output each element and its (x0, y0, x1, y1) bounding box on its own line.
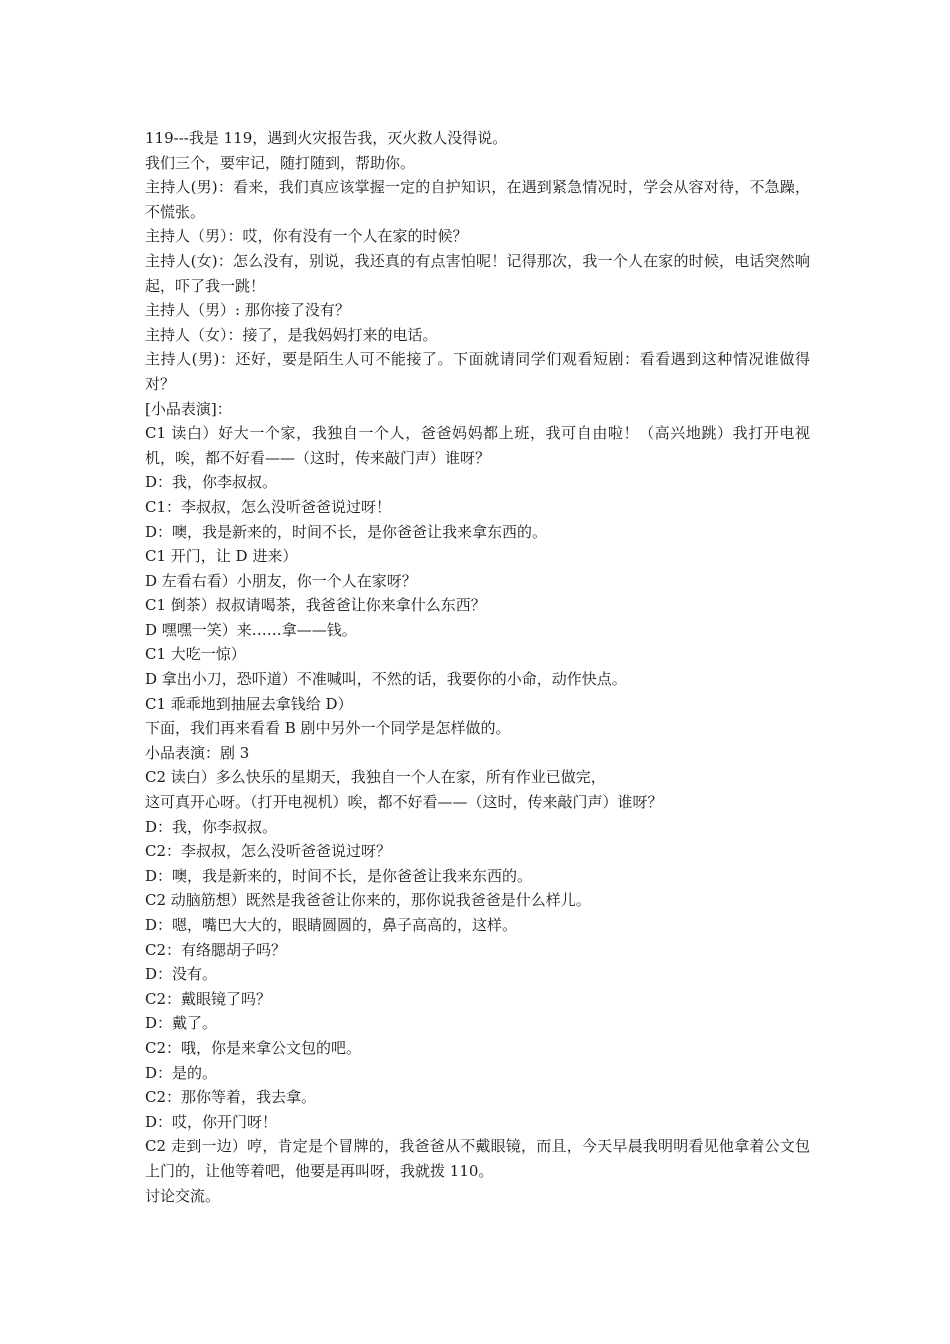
text-line: 119---我是 119，遇到火灾报告我，灭火救人没得说。 (145, 129, 508, 147)
text-line: 我们三个，要牢记，随打随到，帮助你。 (145, 153, 416, 172)
text-line: 主持人（男）：哎，你有没有一个人在家的时候？ (145, 227, 468, 246)
text-line: 这可真开心呀。（打开电视机）唉，都不好看——（这时，传来敲门声）谁呀？ (145, 793, 663, 812)
text-line: 讨论交流。 (145, 1186, 221, 1205)
text-line: D：没有。 (145, 965, 218, 984)
text-line: D：噢，我是新来的，时间不长，是你爸爸让我来拿东西的。 (145, 522, 548, 541)
text-line: 主持人(女)：怎么没有，别说，我还真的有点害怕呢！记得那次，我一个人在家的时候，电话突然响起，吓了我一跳！ (145, 251, 810, 295)
text-line: C2：那你等着，我去拿。 (145, 1088, 317, 1107)
text-line: 下面，我们再来看看 B 剧中另外一个同学是怎样做的。 (145, 719, 511, 738)
text-line: D：是的。 (145, 1063, 218, 1082)
text-line: C2 动脑筋想）既然是我爸爸让你来的，那你说我爸爸是什么样儿。 (145, 891, 591, 910)
text-line: D：我，你李叔叔。 (145, 473, 278, 492)
text-line: C1 开门，让 D 进来） (145, 547, 298, 566)
text-line: D 拿出小刀，恐吓道）不准喊叫，不然的话，我要你的小命，动作快点。 (145, 670, 627, 689)
text-line: 小品表演：剧 3 (145, 743, 250, 762)
text-line: D：戴了。 (145, 1014, 218, 1033)
text-line: D：嗯，嘴巴大大的，眼睛圆圆的，鼻子高高的，这样。 (145, 916, 518, 934)
text-line: D：噢，我是新来的，时间不长，是你爸爸让我来东西的。 (145, 866, 533, 885)
text-line: [小品表演]： (145, 399, 232, 418)
text-line: 主持人(男)：看来，我们真应该掌握一定的自护知识，在遇到紧急情况时，学会从容对待，不急躁，不慌张。 (145, 178, 810, 221)
text-line: D：我，你李叔叔。 (145, 817, 278, 836)
text-line: C2 读白）多么快乐的星期天，我独自一个人在家，所有作业已做完， (145, 768, 606, 787)
text-line: C2 走到一边）哼，肯定是个冒牌的，我爸爸从不戴眼镜，而且，今天早晨我明明看见他拿着公文包上门的，让他等着吧，他要是再叫呀，我就拨 110。 (145, 1137, 810, 1180)
text-line: C2：李叔叔，怎么没听爸爸说过呀？ (145, 842, 392, 861)
text-line: 主持人（女）：接了，是我妈妈打来的电话。 (145, 325, 438, 344)
text-line: C1 乖乖地到抽屉去拿钱给 D） (145, 694, 353, 713)
text-line: D 左看右看）小朋友，你一个人在家呀？ (145, 571, 417, 590)
text-line: C1：李叔叔，怎么没听爸爸说过呀！ (145, 497, 392, 516)
text-line: C1 读白）好大一个家，我独自一个人，爸爸妈妈都上班，我可自由啦！（高兴地跳）我打开电视机，唉，都不好看——（这时，传来敲门声）谁呀？ (145, 424, 810, 467)
text-line: 主持人（男）: 那你接了没有？ (145, 301, 350, 320)
text-line: C2：有络腮胡子吗？ (145, 940, 287, 959)
text-line: C2：哦，你是来拿公文包的吧。 (145, 1038, 362, 1057)
text-line: D 嘿嘿一笑）来……拿——钱。 (145, 620, 357, 639)
text-line: D：哎，你开门呀！ (145, 1112, 278, 1131)
text-line: 主持人(男)：还好，要是陌生人可不能接了。下面就请同学们观看短剧：看看遇到这种情况谁做得对？ (145, 350, 810, 393)
document-body (145, 126, 810, 1208)
text-line: C1 大吃一惊） (145, 645, 246, 664)
text-line: C1 倒茶）叔叔请喝茶，我爸爸让你来拿什么东西？ (145, 596, 486, 615)
text-line: C2：戴眼镜了吗？ (145, 989, 272, 1008)
